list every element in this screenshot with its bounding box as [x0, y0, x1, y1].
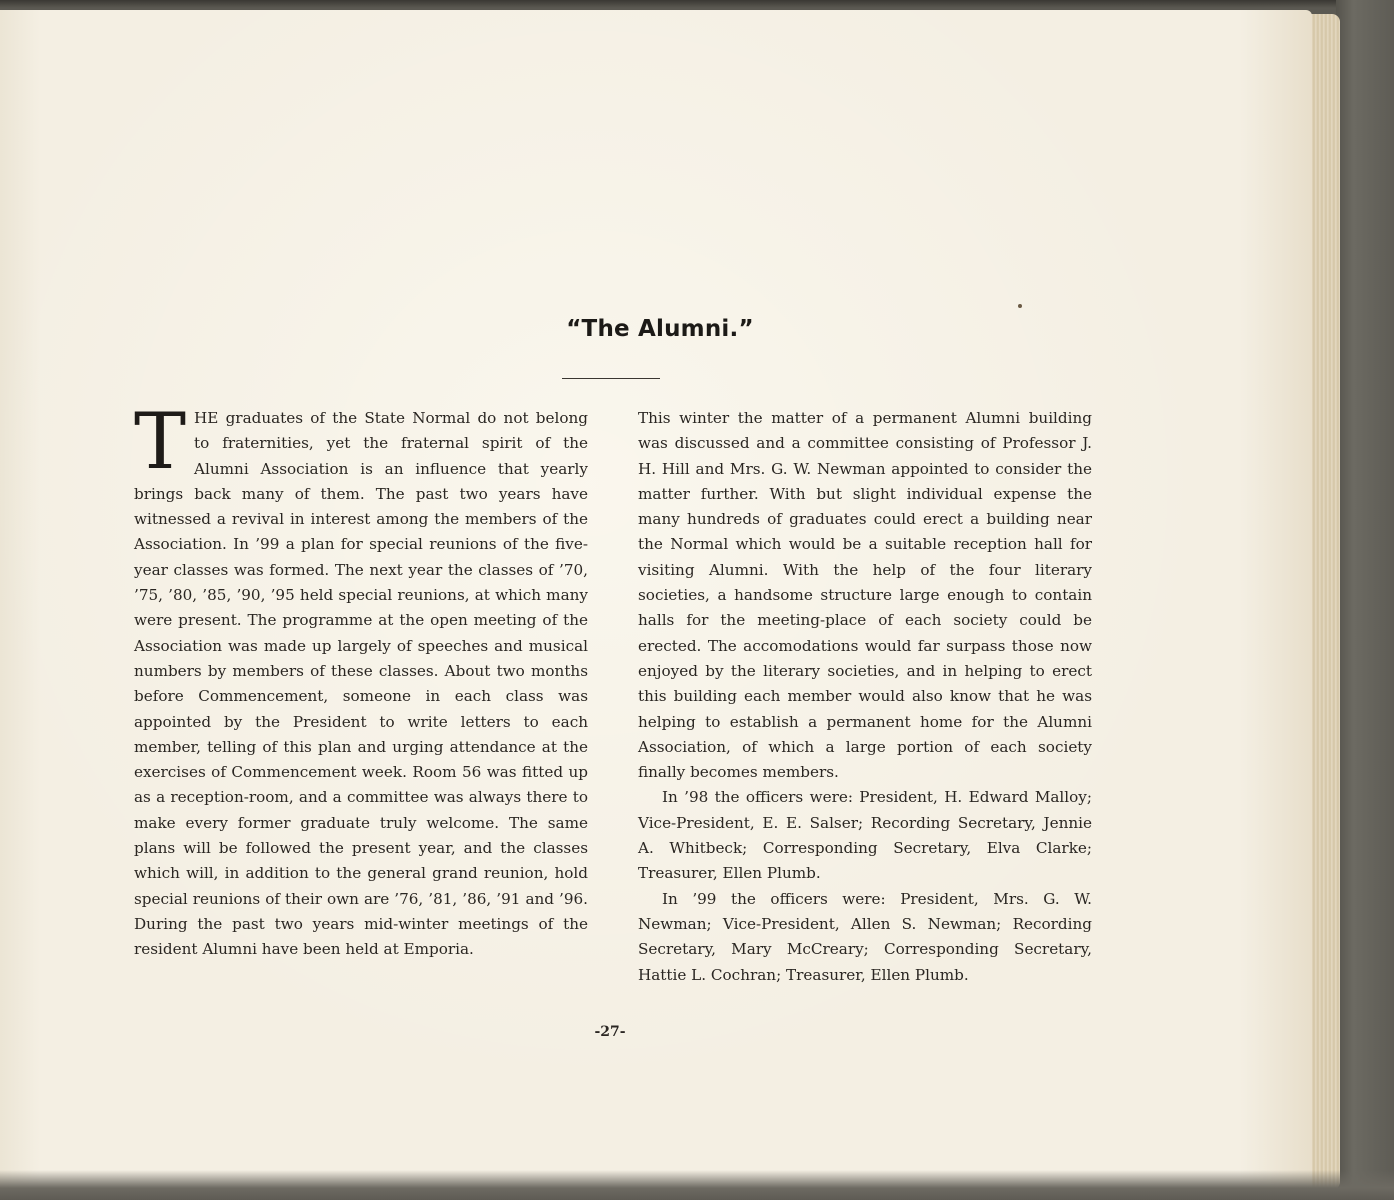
page-number: -27-	[594, 1024, 626, 1040]
right-column	[638, 406, 1092, 988]
left-column	[134, 397, 588, 963]
title-divider	[562, 378, 660, 379]
left-column-paragraph	[134, 397, 588, 963]
page-title: “The Alumni.”	[566, 316, 754, 342]
book-page	[0, 10, 1312, 1192]
paper-speck	[1018, 304, 1022, 308]
book-cover-edge	[1336, 0, 1394, 1200]
building-paragraph: This winter the matter of a permanent Alumni building was discussed and a committee consisting of Professor J. H. Hill and Mrs. G. W. Newman appointed to consider the matter further. With but slight individual expense the many hundreds of graduates could erect a building near the Normal which would be a suitable reception hall for visiting Alumni. With the help of the four literary societies, a handsome structure large enough to contain halls for the meeting-place of each society could be erected. The accomodations would far surpass those now enjoyed by the literary societies, and in helping to erect this building each member would also know that he was helping to establish a permanent home for the Alumni Association, of which a large portion of each society finally becomes members.	[638, 409, 1092, 782]
drop-cap: T	[134, 397, 187, 487]
officers-1898-paragraph: In ’98 the officers were: President, H. Edward Malloy; Vice-President, E. E. Salser; Recording Secretary, Jennie A. Whitbeck; Corresponding Secretary, Elva Clarke; Treasurer, Ellen Plumb.	[638, 788, 1092, 883]
left-column-text: HE graduates of the State Normal do not belong to fraternities, yet the fraternal spirit of the Alumni Association is an influence that yearly brings back many of them. The past two years have witnessed a revival in interest among the members of the Association. In ’99 a plan for special reunions of the five-year classes was formed. The next year the classes of ’70, ’75, ’80, ’85, ’90, ’95 held special reunions, at which many were present. The programme at the open meeting of the Association was made up largely of speeches and musical numbers by members of these classes. About two months before Commencement, someone in each class was appointed by the President to write letters to each member, telling of this plan and urging attendance at the exercises of Commencement week. Room 56 was fitted up as a reception-room, and a committee was always there to make every former graduate truly welcome. The same plans will be followed the present year, and the classes which will, in addition to the general grand reunion, hold special reunions of their own are ’76, ’81, ’86, ’91 and ’96. During the past two years mid-winter meetings of the resident Alumni have been held at Emporia.	[134, 409, 588, 959]
book-cover-bottom	[0, 1170, 1394, 1200]
officers-1899-paragraph: In ’99 the officers were: President, Mrs. G. W. Newman; Vice-President, Allen S. Newman; Recording Secretary, Mary McCreary; Corresponding Secretary, Hattie L. Cochran; Treasurer, Ellen Plumb.	[638, 889, 1092, 984]
